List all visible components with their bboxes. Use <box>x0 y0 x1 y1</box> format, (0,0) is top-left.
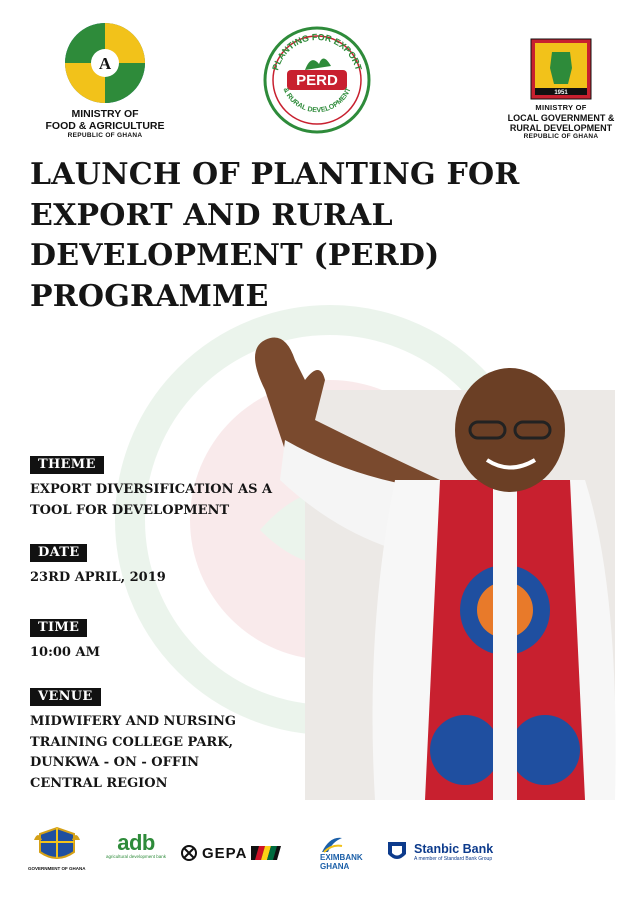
mlg-name-line3: RURAL DEVELOPMENT <box>509 122 613 133</box>
exim-line2: GHANA <box>320 861 350 871</box>
gepa-logo <box>180 844 281 862</box>
moa-name-line1: MINISTRY OF <box>71 108 139 120</box>
mlg-name-line2: LOCAL GOVERNMENT & <box>507 112 615 123</box>
gepa-name: GEPA <box>202 844 248 862</box>
eximbank-logo <box>320 834 363 872</box>
date-value: 23RD APRIL, 2019 <box>30 570 166 585</box>
title-line: LAUNCH OF PLANTING FOR <box>30 157 520 192</box>
gepa-mark-icon <box>180 844 198 862</box>
perd-bottom-arc: & RURAL DEVELOPMENT <box>281 86 353 115</box>
venue-line: TRAINING COLLEGE PARK, <box>30 734 234 750</box>
mlg-logo <box>496 38 626 141</box>
stanbic-logo <box>386 840 493 864</box>
title-line: PROGRAMME <box>30 278 269 314</box>
moa-name-line2: FOOD & AGRICULTURE <box>45 120 165 133</box>
mlg-emblem-icon <box>530 38 592 100</box>
theme-line: EXPORT DIVERSIFICATION AS A <box>30 482 273 497</box>
stanbic-tagline: A member of Standard Bank Group <box>414 856 493 862</box>
venue-label: VENUE <box>30 688 101 706</box>
perd-emblem-icon <box>263 26 371 134</box>
moa-emblem-icon <box>64 22 146 104</box>
stanbic-name: Stanbic Bank <box>414 842 494 856</box>
gov-caption: GOVERNMENT OF GHANA <box>28 866 86 871</box>
date-label: DATE <box>30 544 87 562</box>
exim-line1: EXIMBANK <box>320 853 363 862</box>
perd-top-arc: PLANTING FOR EXPORT <box>270 31 364 72</box>
venue-line: DUNKWA - ON - OFFIN <box>30 755 200 770</box>
venue-line: MIDWIFERY AND NURSING <box>30 714 237 729</box>
theme-value <box>30 480 290 521</box>
title-line: EXPORT AND RURAL <box>30 197 393 233</box>
time-label: TIME <box>30 619 87 637</box>
title-line: DEVELOPMENT (PERD) <box>30 238 440 273</box>
ghana-coat-of-arms-logo <box>28 826 86 871</box>
ghana-flag-stripe-icon <box>251 846 281 860</box>
event-title <box>30 155 550 317</box>
stanbic-shield-icon <box>386 840 408 864</box>
perd-acronym: PERD <box>296 72 338 89</box>
coat-of-arms-icon <box>32 826 82 866</box>
adb-tagline: agricultural development bank <box>106 854 167 859</box>
theme-label: THEME <box>30 456 104 474</box>
mlg-name-line1: MINISTRY OF <box>535 103 587 112</box>
exim-swoosh-icon <box>320 834 344 854</box>
perd-logo <box>262 26 372 134</box>
venue-line: CENTRAL REGION <box>30 775 168 791</box>
time-value: 10:00 AM <box>30 645 100 660</box>
venue-value <box>30 712 290 794</box>
theme-line: TOOL FOR DEVELOPMENT <box>30 502 230 518</box>
moa-country: REPUBLIC OF GHANA <box>67 132 143 140</box>
moa-letter: A <box>98 54 112 73</box>
adb-logo <box>106 832 166 859</box>
mlg-year: 1951 <box>554 90 568 96</box>
adb-name: adb <box>117 830 155 855</box>
mlg-country: REPUBLIC OF GHANA <box>523 133 599 141</box>
moa-logo <box>40 22 170 140</box>
stanbic-text-block <box>414 842 493 862</box>
